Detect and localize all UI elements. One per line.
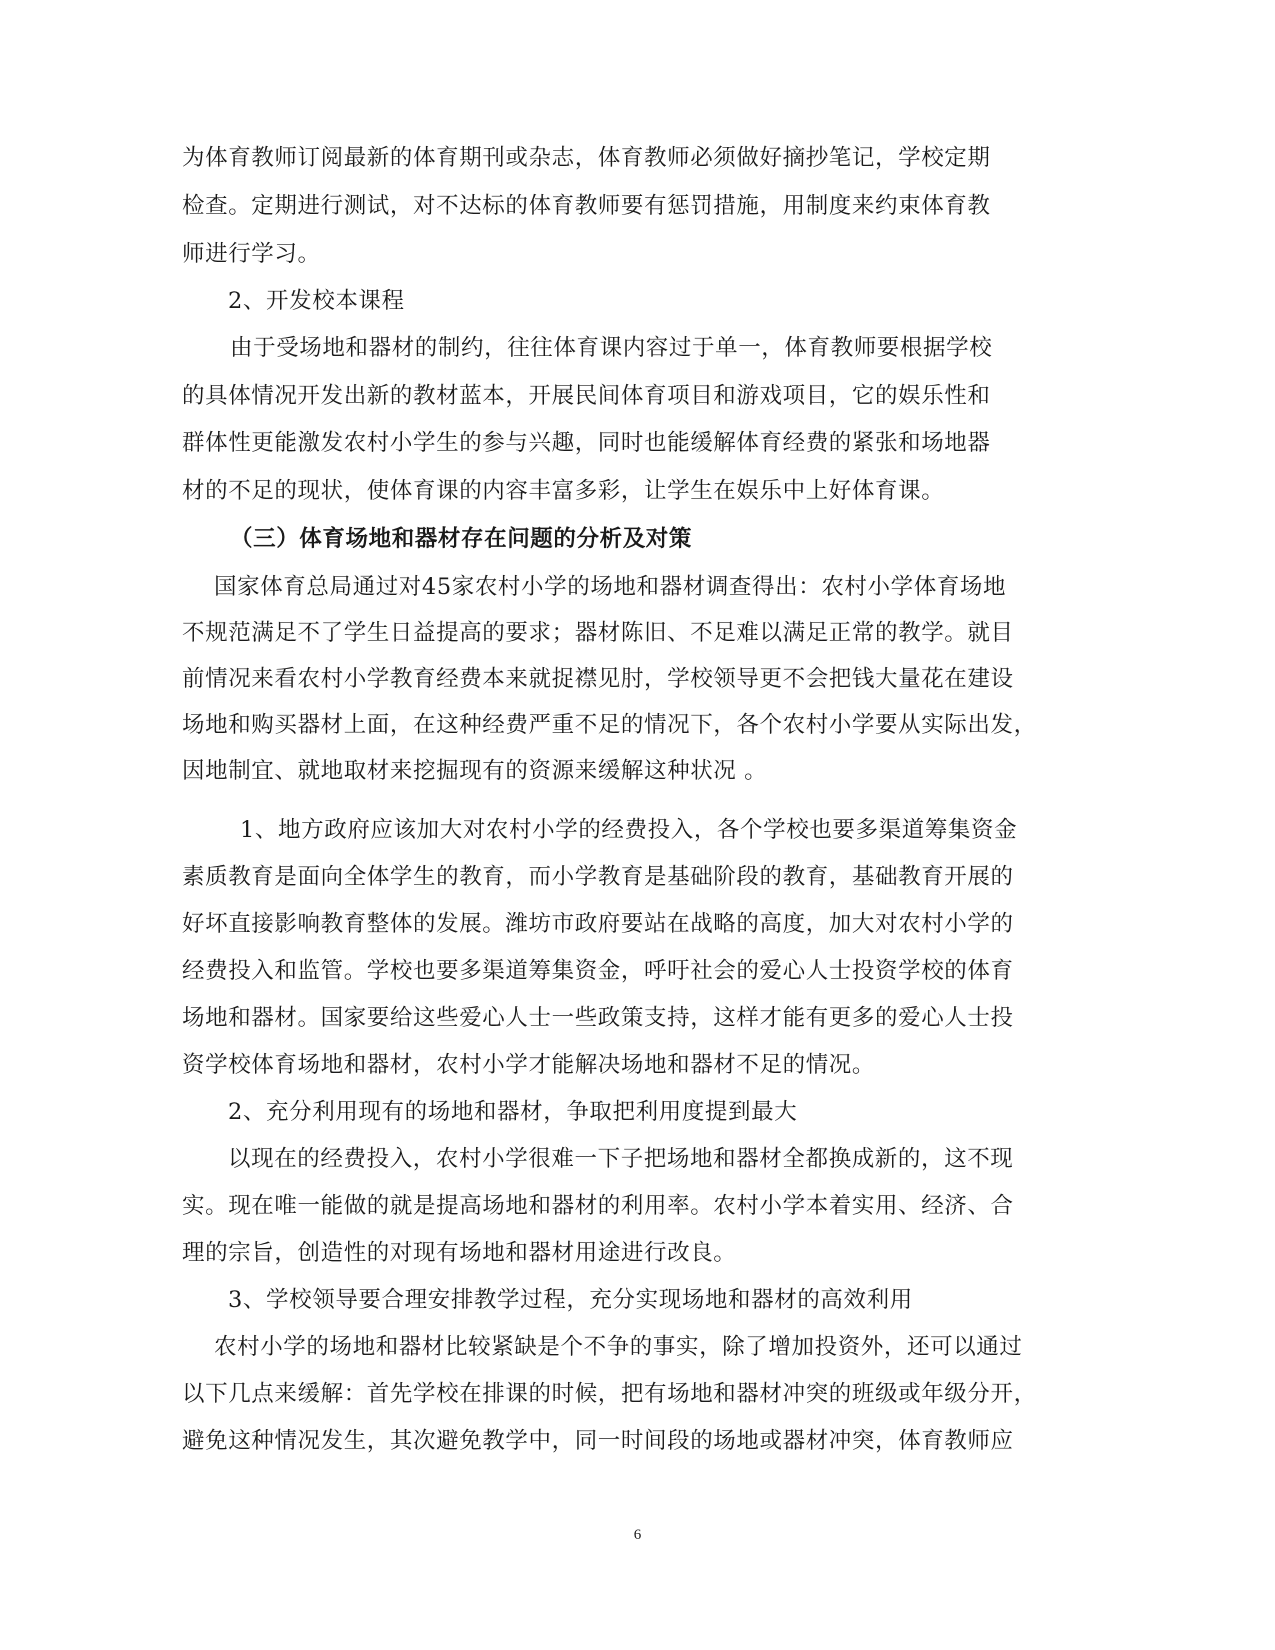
subheading: 2、充分利用现有的场地和器材，争取把利用度提到最大	[228, 1099, 798, 1125]
section-heading: （三）体育场地和器材存在问题的分析及对策	[230, 526, 693, 552]
text-line: 前情况来看农村小学教育经费本来就捉襟见肘，学校领导更不会把钱大量花在建设	[182, 666, 1014, 692]
text-line: 材的不足的现状，使体育课的内容丰富多彩，让学生在娱乐中上好体育课。	[182, 478, 945, 504]
text-line: 资学校体育场地和器材，农村小学才能解决场地和器材不足的情况。	[182, 1052, 876, 1078]
text-line: 场地和购买器材上面，在这种经费严重不足的情况下，各个农村小学要从实际出发，	[182, 712, 1037, 738]
text-line: 理的宗旨，创造性的对现有场地和器材用途进行改良。	[182, 1240, 737, 1266]
text-line: 实。现在唯一能做的就是提高场地和器材的利用率。农村小学本着实用、经济、合	[182, 1193, 1014, 1219]
text-line: 好坏直接影响教育整体的发展。潍坊市政府要站在战略的高度，加大对农村小学的	[182, 911, 1014, 937]
text-line: 场地和器材。国家要给这些爱心人士一些政策支持，这样才能有更多的爱心人士投	[182, 1005, 1014, 1031]
text-line: 不规范满足不了学生日益提高的要求；器材陈旧、不足难以满足正常的教学。就目	[182, 620, 1014, 646]
text-line: 由于受场地和器材的制约，往往体育课内容过于单一，体育教师要根据学校	[230, 335, 993, 361]
text-line: 以现在的经费投入，农村小学很难一下子把场地和器材全都换成新的，这不现	[228, 1146, 1014, 1172]
text-line: 检查。定期进行测试，对不达标的体育教师要有惩罚措施，用制度来约束体育教	[182, 193, 991, 219]
text-line: 师进行学习。	[182, 241, 321, 267]
subheading: 3、学校领导要合理安排教学过程，充分实现场地和器材的高效利用	[228, 1287, 913, 1313]
text-line: 因地制宜、就地取材来挖掘现有的资源来缓解这种状况 。	[182, 758, 768, 784]
text-line: 素质教育是面向全体学生的教育，而小学教育是基础阶段的教育，基础教育开展的	[182, 864, 1014, 890]
text-line: 的具体情况开发出新的教材蓝本，开展民间体育项目和游戏项目，它的娱乐性和	[182, 383, 991, 409]
subheading: 2、开发校本课程	[228, 288, 405, 314]
page-number: 6	[633, 1527, 642, 1543]
subheading: 1、地方政府应该加大对农村小学的经费投入，各个学校也要多渠道筹集资金	[240, 817, 1018, 843]
text-line: 为体育教师订阅最新的体育期刊或杂志，体育教师必须做好摘抄笔记，学校定期	[182, 145, 991, 171]
text-line: 国家体育总局通过对45家农村小学的场地和器材调查得出：农村小学体育场地	[214, 574, 1007, 600]
text-line: 避免这种情况发生，其次避免教学中，同一时间段的场地或器材冲突，体育教师应	[182, 1428, 1014, 1454]
text-line: 群体性更能激发农村小学生的参与兴趣，同时也能缓解体育经费的紧张和场地器	[182, 430, 991, 456]
text-line: 以下几点来缓解：首先学校在排课的时候，把有场地和器材冲突的班级或年级分开，	[182, 1381, 1037, 1407]
text-line: 农村小学的场地和器材比较紧缺是个不争的事实，除了增加投资外，还可以通过	[214, 1334, 1023, 1360]
text-line: 经费投入和监管。学校也要多渠道筹集资金，呼吁社会的爱心人士投资学校的体育	[182, 958, 1014, 984]
